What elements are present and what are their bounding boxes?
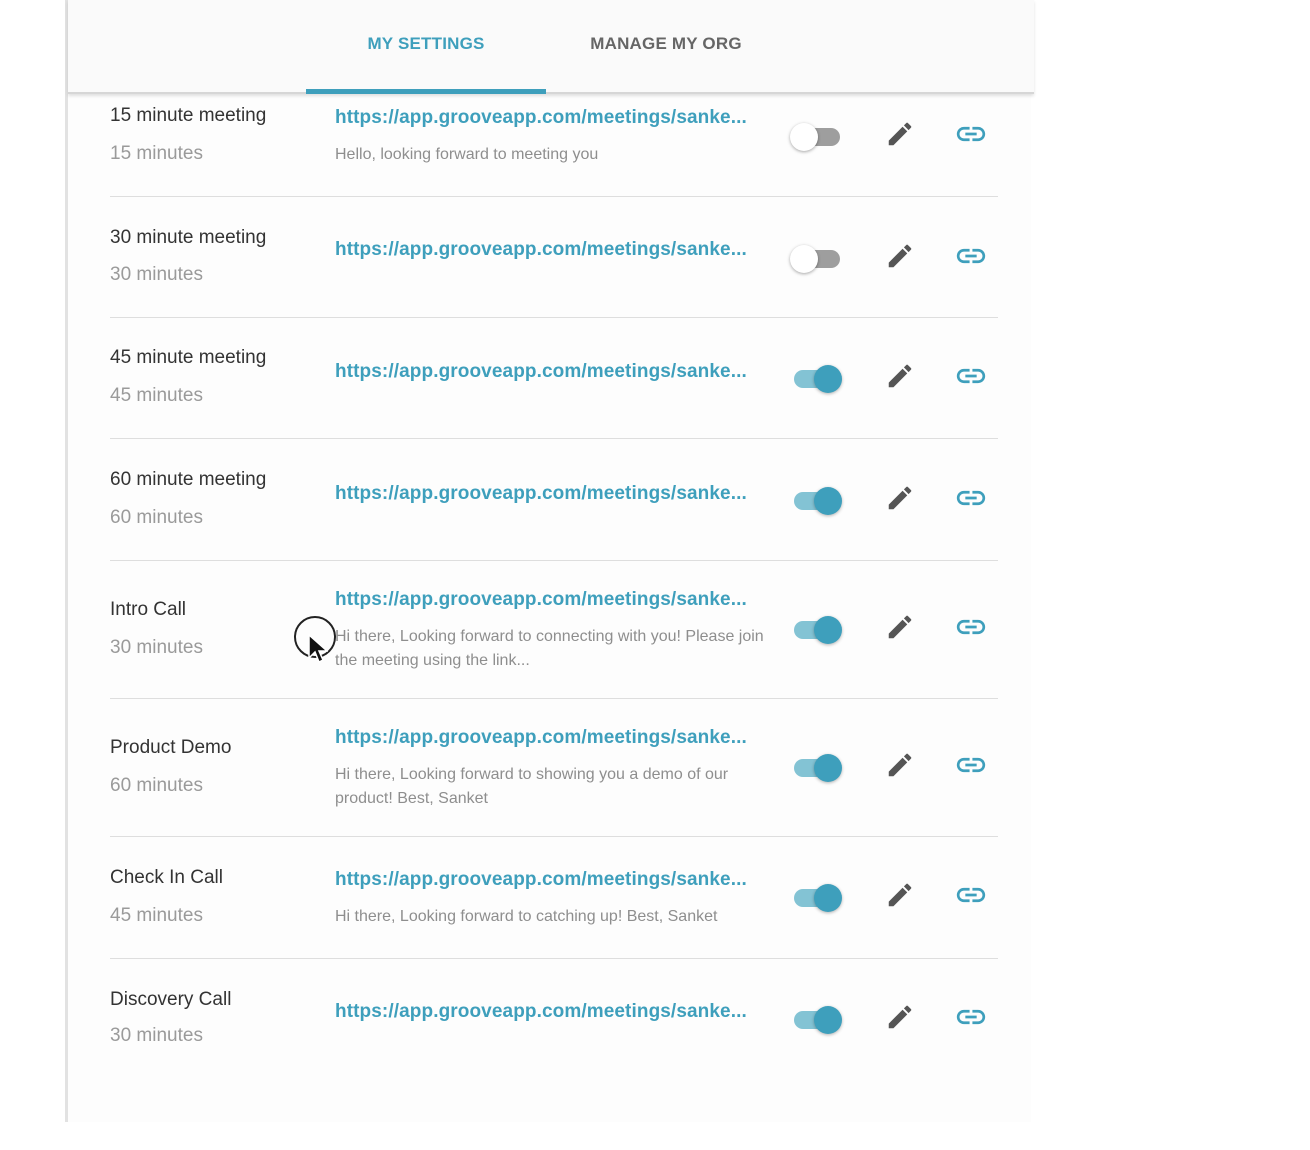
meeting-enabled-toggle[interactable] (790, 484, 844, 516)
meeting-enabled-toggle[interactable] (790, 1003, 844, 1035)
edit-button[interactable] (882, 482, 918, 518)
link-icon (954, 1000, 988, 1039)
meeting-url-link[interactable]: https://app.grooveapp.com/meetings/sanke... (335, 483, 747, 504)
copy-link-button[interactable] (953, 749, 989, 785)
meeting-url-link[interactable]: https://app.grooveapp.com/meetings/sanke... (335, 107, 747, 128)
tab-manage-my-org[interactable]: MANAGE MY ORG (590, 34, 742, 53)
meeting-row (110, 699, 998, 837)
tab-bar (68, 0, 1034, 94)
copy-link-button[interactable] (953, 360, 989, 396)
meeting-enabled-toggle[interactable] (790, 242, 844, 274)
pencil-icon (885, 483, 915, 518)
meeting-name: Product Demo (110, 737, 232, 758)
edit-button[interactable] (882, 611, 918, 647)
meeting-name: Check In Call (110, 867, 223, 888)
link-icon (954, 748, 988, 787)
edit-button[interactable] (882, 749, 918, 785)
edit-button[interactable] (882, 879, 918, 915)
meeting-row (110, 94, 998, 197)
meeting-name: Intro Call (110, 599, 187, 620)
edit-button[interactable] (882, 240, 918, 276)
link-icon (954, 481, 988, 520)
meeting-url-link[interactable]: https://app.grooveapp.com/meetings/sanke... (335, 727, 747, 748)
meeting-name: 15 minute meeting (110, 105, 267, 126)
meeting-description: Hi there, Looking forward to connecting with you! Please join the meeting using the link... (335, 628, 764, 669)
meeting-url-link[interactable]: https://app.grooveapp.com/meetings/sanke... (335, 361, 747, 382)
pencil-icon (885, 750, 915, 785)
meeting-duration: 45 minutes (110, 905, 203, 926)
meeting-url-link[interactable]: https://app.grooveapp.com/meetings/sanke... (335, 589, 747, 610)
meeting-name: 30 minute meeting (110, 227, 267, 248)
meeting-name: 60 minute meeting (110, 469, 267, 490)
meeting-url-link[interactable]: https://app.grooveapp.com/meetings/sanke... (335, 1001, 747, 1022)
meeting-duration: 60 minutes (110, 775, 203, 796)
copy-link-button[interactable] (953, 879, 989, 915)
copy-link-button[interactable] (953, 482, 989, 518)
tab-my-settings[interactable]: MY SETTINGS (306, 0, 546, 94)
meeting-enabled-toggle[interactable] (790, 751, 844, 783)
copy-link-button[interactable] (953, 240, 989, 276)
link-icon (954, 239, 988, 278)
copy-link-button[interactable] (953, 611, 989, 647)
meeting-enabled-toggle[interactable] (790, 881, 844, 913)
link-icon (954, 359, 988, 398)
meeting-row (110, 959, 998, 1079)
meeting-row (110, 561, 998, 699)
meeting-enabled-toggle[interactable] (790, 362, 844, 394)
meeting-url-link[interactable]: https://app.grooveapp.com/meetings/sanke... (335, 239, 747, 260)
edit-button[interactable] (882, 1001, 918, 1037)
pencil-icon (885, 361, 915, 396)
meeting-name: 45 minute meeting (110, 347, 267, 368)
link-icon (954, 610, 988, 649)
pencil-icon (885, 612, 915, 647)
meeting-row (110, 197, 998, 318)
edit-button[interactable] (882, 360, 918, 396)
link-icon (954, 878, 988, 917)
meeting-enabled-toggle[interactable] (790, 120, 844, 152)
meeting-enabled-toggle[interactable] (790, 613, 844, 645)
settings-panel (65, 0, 1031, 1122)
pencil-icon (885, 119, 915, 154)
pencil-icon (885, 1002, 915, 1037)
meeting-duration: 45 minutes (110, 385, 203, 406)
meeting-description: Hi there, Looking forward to showing you a demo of our product! Best, Sanket (335, 766, 729, 807)
meeting-duration: 15 minutes (110, 143, 203, 164)
mouse-cursor-icon (294, 616, 338, 676)
meeting-description: Hi there, Looking forward to catching up! Best, Sanket (335, 908, 718, 925)
link-icon (954, 117, 988, 156)
copy-link-button[interactable] (953, 1001, 989, 1037)
copy-link-button[interactable] (953, 118, 989, 154)
pencil-icon (885, 880, 915, 915)
meeting-description: Hello, looking forward to meeting you (335, 146, 599, 163)
meeting-duration: 30 minutes (110, 264, 203, 285)
edit-button[interactable] (882, 118, 918, 154)
meeting-row (110, 318, 998, 439)
meeting-duration: 30 minutes (110, 1025, 203, 1046)
meeting-url-link[interactable]: https://app.grooveapp.com/meetings/sanke... (335, 869, 747, 890)
meeting-duration: 60 minutes (110, 507, 203, 528)
meeting-name: Discovery Call (110, 989, 232, 1010)
pencil-icon (885, 241, 915, 276)
meeting-row (110, 837, 998, 959)
meeting-row (110, 439, 998, 561)
meeting-duration: 30 minutes (110, 637, 203, 658)
